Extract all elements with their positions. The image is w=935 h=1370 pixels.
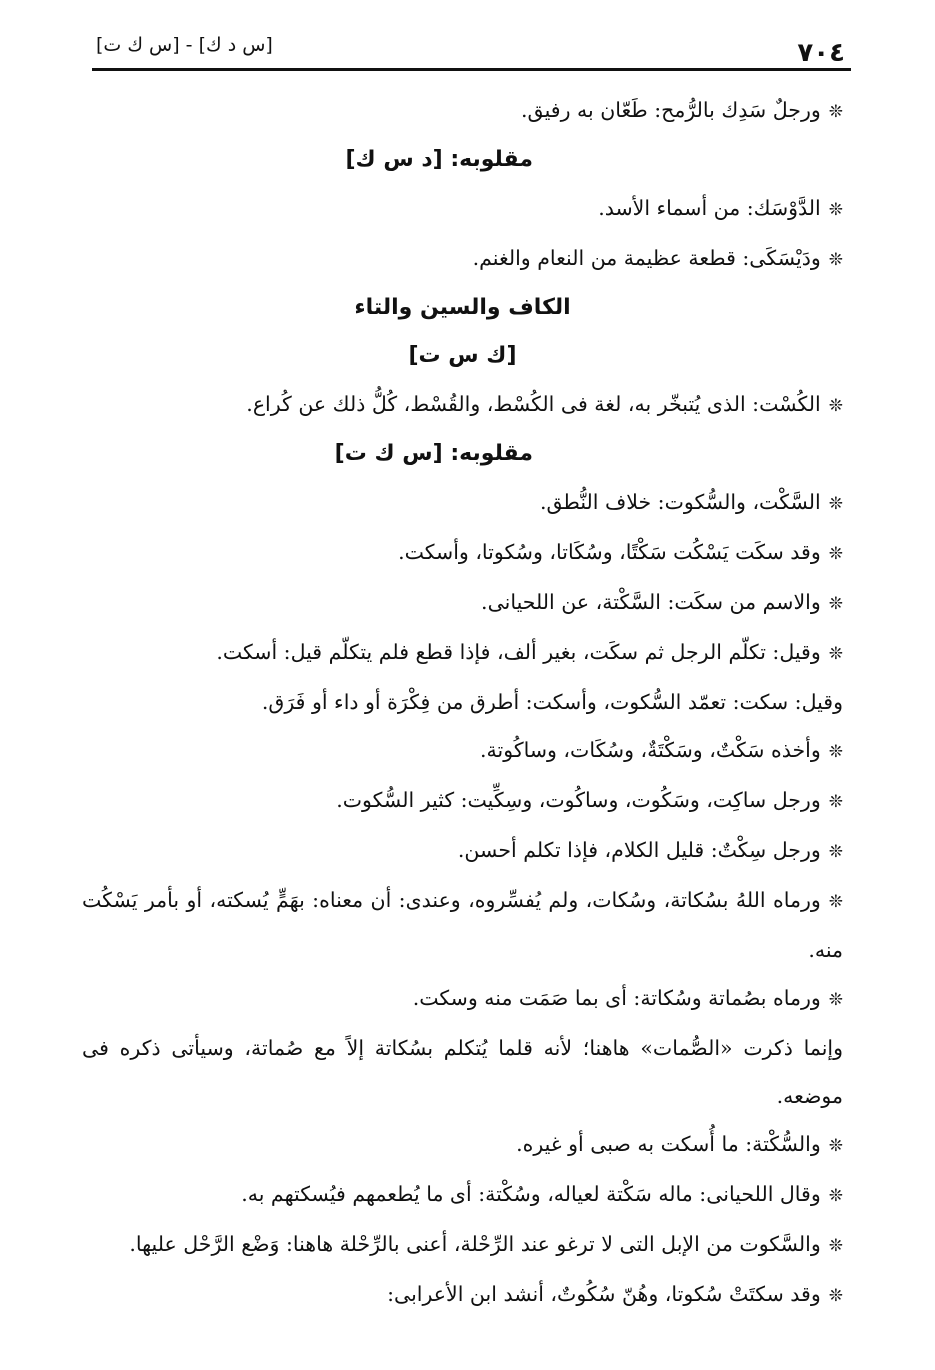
entry-text: والسَّكوت من الإبل التى لا ترغو عند الرِّحْلة، أعنى بالرِّحْلة هاهنا: وَضْع الرَّحْل عليها.: [129, 1232, 821, 1256]
dictionary-entry: [82, 876, 843, 974]
entry-bullet-icon: ❊: [828, 1136, 843, 1156]
entry-text: ورماه اللهُ بسُكاتة، وسُكات، ولم يُفسِّروه، وعندى: أن معناه: بهَمٍّ يُسكته، أو بأمر يَسْكُت منه.: [82, 888, 843, 962]
entry-bullet-icon: ❊: [828, 792, 843, 812]
entry-bullet-icon: ❊: [828, 396, 843, 416]
running-head: [س د ك] - [س ك ت]: [96, 34, 273, 56]
entry-text: ودَيْسَكَى: قطعة عظيمة من النعام والغنم.: [472, 246, 821, 270]
dictionary-entry: [82, 628, 843, 678]
dictionary-entry: [82, 1220, 843, 1270]
entry-bullet-icon: ❊: [828, 494, 843, 514]
entry-bullet-icon: ❊: [828, 200, 843, 220]
entry-bullet-icon: ❊: [828, 250, 843, 270]
entry-bullet-icon: ❊: [828, 1236, 843, 1256]
header-rule: [92, 68, 851, 71]
entry-text: السَّكْت، والسُّكوت: خلاف النُّطق.: [539, 490, 821, 514]
entry-text: الدَّوْسَك: من أسماء الأسد.: [598, 196, 821, 220]
entry-text: ورجل سِكْتٌ: قليل الكلام، فإذا تكلم أحسن.: [457, 838, 821, 862]
dictionary-entry: [82, 974, 843, 1024]
dictionary-entry: [82, 678, 843, 726]
dictionary-entry: [82, 776, 843, 826]
page-number: ٧٠٤: [797, 38, 845, 68]
dictionary-entry: [82, 86, 843, 136]
entry-bullet-icon: ❊: [828, 102, 843, 122]
entry-text: وقد سكَت يَسْكُت سَكْتًا، وسُكَاتا، وسُكوتا، وأسكت.: [398, 540, 821, 564]
dictionary-entry: [82, 1024, 843, 1120]
dictionary-entry: [82, 380, 843, 430]
entry-text: الكُسْت: الذى يُتبخّر به، لغة فى الكُسْط، والقُسْط، كُلُّ ذلك عن كُراع.: [246, 392, 821, 416]
dictionary-entry: [82, 826, 843, 876]
section-heading: مقلوبه: [د س ك]: [345, 147, 533, 172]
entry-text: ورجلٌ سَدِك بالرُّمح: طَعّان به رفيق.: [521, 98, 821, 122]
entry-bullet-icon: ❊: [828, 990, 843, 1010]
dictionary-entry: [82, 184, 843, 234]
entry-bullet-icon: ❊: [828, 1186, 843, 1206]
dictionary-entry: [82, 528, 843, 578]
entry-bullet-icon: ❊: [828, 892, 843, 912]
section-heading: الكاف والسين والتاء: [354, 295, 571, 320]
entry-bullet-icon: ❊: [828, 644, 843, 664]
entry-text: والسُّكْتة: ما أُسكت به صبى أو غيره.: [516, 1132, 821, 1156]
entry-text: وقيل: تكلّم الرجل ثم سكَت، بغير ألف، فإذا قطع فلم يتكلّم قيل: أسكت.: [216, 640, 821, 664]
entry-bullet-icon: ❊: [828, 544, 843, 564]
dictionary-entry: [82, 1270, 843, 1320]
dictionary-entry: [82, 234, 843, 284]
dictionary-entry: [82, 726, 843, 776]
entry-bullet-icon: ❊: [828, 742, 843, 762]
entry-bullet-icon: ❊: [828, 1286, 843, 1306]
dictionary-entry: [82, 478, 843, 528]
page-header: [92, 28, 851, 70]
entry-text: ورجل ساكِت، وسَكُوت، وساكُوت، وسِكِّيت: كثير السُّكوت.: [336, 788, 821, 812]
entry-text: وقال اللحيانى: ماله سَكْتة لعياله، وسُكْتة: أى ما يُطعمهم فيُسكتهم به.: [241, 1182, 821, 1206]
page-body: [82, 86, 843, 1320]
entry-bullet-icon: ❊: [828, 594, 843, 614]
entry-text: ورماه بصُماتة وسُكاتة: أى بما صَمَت منه وسكت.: [412, 986, 821, 1010]
entry-text: وقيل: سكت: تعمّد السُّكوت، وأسكت: أطرق من فِكْرَة أو داء أو فَرَق.: [261, 690, 843, 714]
dictionary-entry: [82, 578, 843, 628]
entry-text: وقد سكتَتْ سُكوتا، وهُنّ سُكُوتٌ، أنشد ابن الأعرابى:: [387, 1282, 821, 1306]
entry-bullet-icon: ❊: [828, 842, 843, 862]
entry-text: وأخذه سَكْتٌ، وسَكْتَةٌ، وسُكَات، وساكُوتة.: [480, 738, 821, 762]
dictionary-entry: [82, 1170, 843, 1220]
section-heading: [ك س ت]: [408, 343, 517, 368]
entry-text: وإنما ذكرت «الصُّمات» هاهنا؛ لأنه قلما يُتكلم بسُكاتة إلاً مع صُماتة، وسيأتى ذكره فى موضعه.: [82, 1036, 843, 1108]
dictionary-entry: [82, 1120, 843, 1170]
section-heading: مقلوبه: [س ك ت]: [334, 441, 533, 466]
entry-text: والاسم من سكَت: السَّكْتة، عن اللحيانى.: [481, 590, 821, 614]
